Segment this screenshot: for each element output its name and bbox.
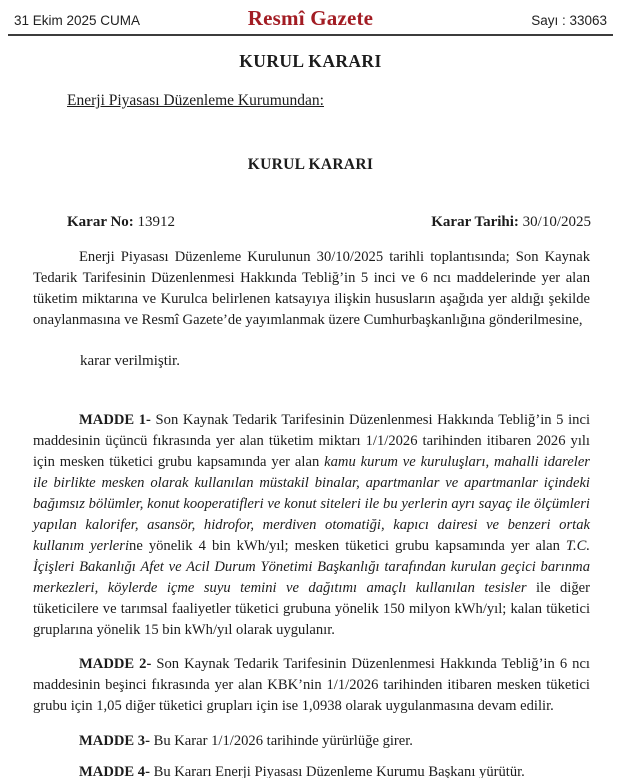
decision-date-value: 30/10/2025 [518, 214, 591, 230]
article-3-text: Bu Karar 1/1/2026 tarihinde yürürlüğe girer. [149, 733, 413, 749]
article-2-paragraph [33, 654, 590, 717]
gazette-issue-number: Sayı : 33063 [531, 13, 607, 28]
article-2-label: MADDE 2- [79, 656, 152, 672]
decision-date-label: Karar Tarihi: [431, 214, 519, 230]
section-title-main: KURUL KARARI [239, 51, 382, 71]
decision-number [67, 214, 175, 231]
article-4-label: MADDE 4- [79, 764, 150, 778]
decision-heading: KURUL KARARI [247, 156, 374, 173]
article-1-text-2: ne yönelik 4 bin kWh/yıl; mesken tüketici grubu kapsamında yer alan [129, 538, 566, 554]
gazette-date: 31 Ekim 2025 CUMA [14, 13, 141, 28]
article-1-text-1: Son Kaynak Tedarik Tarifesinin Düzenlenmesi Hakkında Tebliğ’in 5 inci maddesinin üçüncü fıkrasında yer alan tüketim miktarı 1/1/2026 tarihinden itibaren 2026 yılı için mesken tüketici grubu kapsamında yer alan [33, 412, 590, 470]
gazette-title: Resmî Gazete [247, 6, 374, 30]
decision-number-value: 13912 [133, 214, 176, 230]
article-1-label: MADDE 1- [79, 412, 151, 428]
article-2-text: Son Kaynak Tedarik Tarifesinin Düzenlenmesi Hakkında Tebliğ’in 6 ncı maddesinin beşinci fıkrasında yer alan KBK’nin 1/1/2026 tarihinden itibaren mesken tüketici grubu için 1,05 diğer tüketici grupları için ise 1,0938 olarak uygulanmasına devam edilir. [33, 656, 590, 714]
article-1-italic-1: kamu kurum ve kuruluşları, mahalli idareler ile birlikte mesken olarak kullanılan müstakil binalar, apartmanlar ve apartmanlar içindeki bağımsız bölümler, konut kooperatifleri ve konut siteleri ile bu yerlerin ayrı sayaç ile ölçümleri yapılan kalorifer, asansör, hidrofor, merdiven otomatiği, kapıcı dairesi ve benzeri ortak kullanım yerleri [33, 454, 590, 554]
masthead [0, 0, 621, 31]
article-1-text-3: ile diğer tüketicilere ve tarımsal faaliyetler tüketici grubuna yönelik 150 milyon kWh/yıl; kalan tüketici gruplarına yönelik 15 bin kWh/yıl olarak uygulanır. [33, 580, 590, 638]
decision-meta-row [67, 214, 591, 231]
decision-line: karar verilmiştir. [80, 353, 180, 369]
article-3-paragraph [33, 731, 590, 752]
article-1-paragraph [33, 410, 590, 641]
article-1-italic-2: T.C. İçişleri Bakanlığı Afet ve Acil Durum Yönetimi Başkanlığı tarafından kurulan geçici barınma merkezleri, köylerde içme suyu temini ve dağıtımı amaçlı kullanılan tesisler [33, 538, 590, 596]
authority-line: Enerji Piyasası Düzenleme Kurumundan: [67, 92, 324, 109]
intro-paragraph: Enerji Piyasası Düzenleme Kurulunun 30/10/2025 tarihli toplantısında; Son Kaynak Tedarik Tarifesinin Düzenlenmesi Hakkında Tebliğ’in 5 inci ve 6 ncı maddelerinde yer alan tüketim miktarına ve Kurulca belirlenen katsayıya ilişkin hususların aşağıda yer aldığı şekilde onaylanmasına ve Resmî Gazete’de yayımlanmak üzere Cumhurbaşkanlığına gönderilmesine, [33, 249, 590, 328]
article-4-paragraph [33, 762, 590, 778]
decision-number-label: Karar No: [67, 214, 134, 230]
masthead-divider [8, 34, 613, 36]
decision-date [431, 214, 591, 231]
article-4-text: Bu Kararı Enerji Piyasası Düzenleme Kurumu Başkanı yürütür. [149, 764, 525, 778]
article-3-label: MADDE 3- [79, 733, 150, 749]
